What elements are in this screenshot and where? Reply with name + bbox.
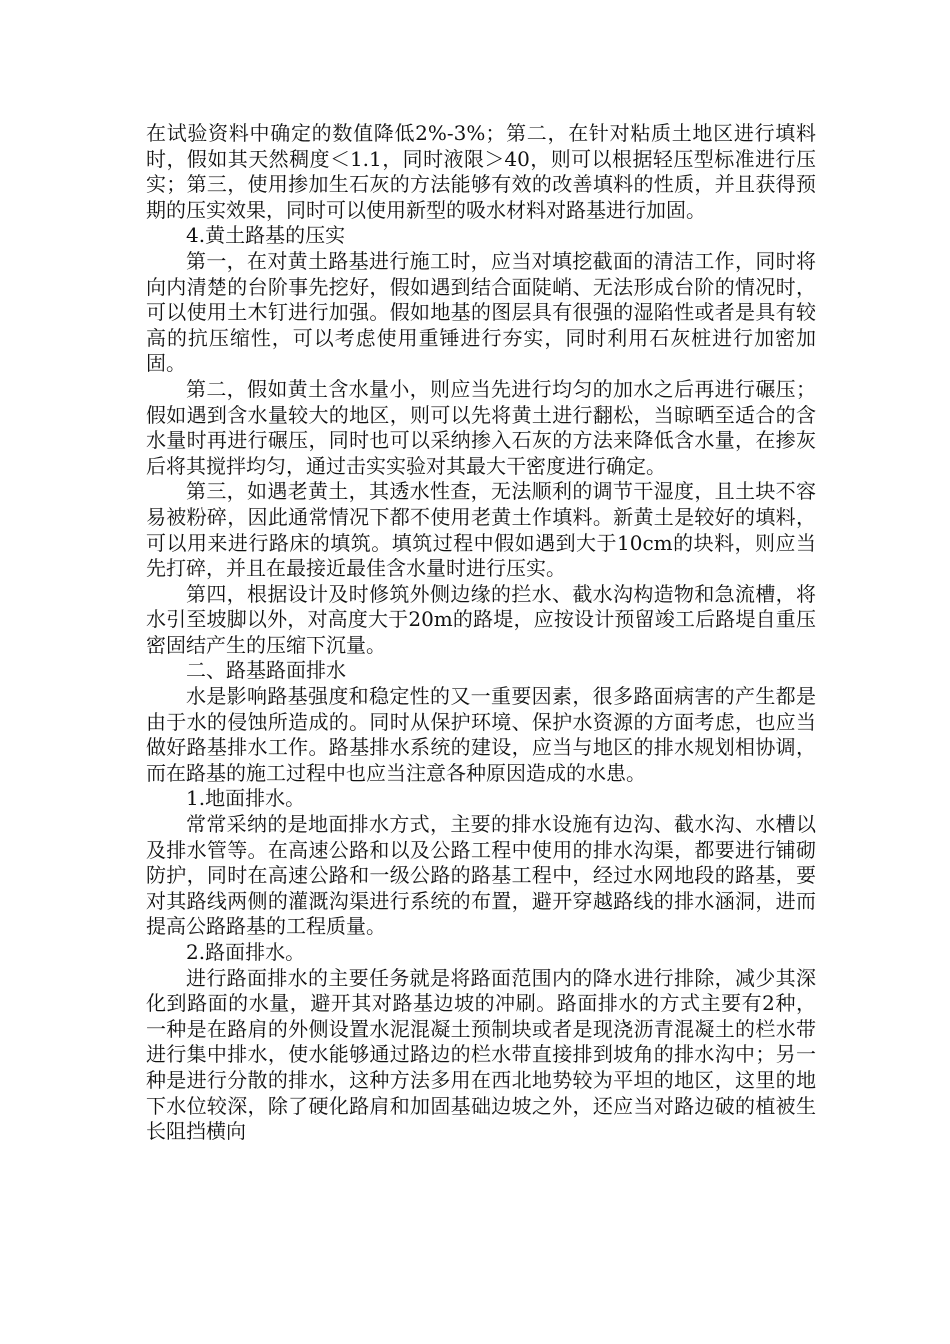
paragraph-1: 在试验资料中确定的数值降低2%-3%；第二，在针对粘质土地区进行填料时，假如其天然稠度＜1.1，同时液限＞40，则可以根据轻压型标准进行压实；第三，使用掺加生石灰的方法能够有效的改善填料的性质，并且获得预期的压实效果，同时可以使用新型的吸水材料对路基进行加固。 xyxy=(146,121,816,222)
paragraph-3: 第一，在对黄土路基进行施工时，应当对填挖截面的清洁工作，同时将向内清楚的台阶事先挖好，假如遇到结合面陡峭、无法形成台阶的情况时，可以使用土木钉进行加强。假如地基的图层具有很强的湿陷性或者是具有较高的抗压缩性，可以考虑使用重锤进行夯实，同时利用石灰桩进行加密加固。 xyxy=(146,248,816,376)
paragraph-6: 第四，根据设计及时修筑外侧边缘的拦水、截水沟构造物和急流槽，将水引至坡脚以外，对高度大于20m的路堤，应按设计预留竣工后路堤自重压密固结产生的压缩下沉量。 xyxy=(146,581,816,657)
paragraph-12: 进行路面排水的主要任务就是将路面范围内的降水进行排除，减少其深化到路面的水量，避开其对路基边坡的冲刷。路面排水的方式主要有2种，一种是在路肩的外侧设置水泥混凝土预制块或者是现浇沥青混凝土的栏水带进行集中排水，使水能够通过路边的栏水带直接排到坡角的排水沟中；另一种是进行分散的排水，这种方法多用在西北地势较为平坦的地区，这里的地下水位较深，除了硬化路肩和加固基础边坡之外，还应当对路边破的植被生长阻挡横向 xyxy=(146,965,816,1144)
document-body xyxy=(146,121,816,1145)
section-heading-drainage: 二、路基路面排水 xyxy=(186,658,346,683)
paragraph-10: 常常采纳的是地面排水方式，主要的排水设施有边沟、截水沟、水槽以及排水管等。在高速公路和以及公路工程中使用的排水沟渠，都要进行铺砌防护，同时在高速公路和一级公路的路基工程中，经过水网地段的路基，要对其路线两侧的灌溉沟渠进行系统的布置，避开穿越路线的排水涵洞，进而提高公路路基的工程质量。 xyxy=(146,812,816,939)
subheading-pavement-drainage: 2.路面排水。 xyxy=(186,940,306,964)
paragraph-4: 第二，假如黄土含水量小，则应当先进行均匀的加水之后再进行碾压；假如遇到含水量较大的地区，则可以先将黄土进行翻松，当晾晒至适合的含水量时再进行碾压，同时也可以采纳掺入石灰的方法来降低含水量，在掺灰后将其搅拌均匀，通过击实实验对其最大干密度进行确定。 xyxy=(146,376,816,478)
paragraph-8: 水是影响路基强度和稳定性的又一重要因素，很多路面病害的产生都是由于水的侵蚀所造成的。同时从保护环境、保护水资源的方面考虑，也应当做好路基排水工作。路基排水系统的建设，应当与地区的排水规划相协调，而在路基的施工过程中也应当注意各种原因造成的水患。 xyxy=(146,684,816,785)
subheading-ground-drainage: 1.地面排水。 xyxy=(186,786,306,811)
section-heading-loess-compaction: 4.黄土路基的压实 xyxy=(186,223,346,248)
paragraph-5: 第三，如遇老黄土，其透水性查，无法顺利的调节干湿度，且土块不容易被粉碎，因此通常情况下都不使用老黄土作填料。新黄土是较好的填料，可以用来进行路床的填筑。填筑过程中假如遇到大于10cm的块料，则应当先打碎，并且在最接近最佳含水量时进行压实。 xyxy=(146,479,816,581)
